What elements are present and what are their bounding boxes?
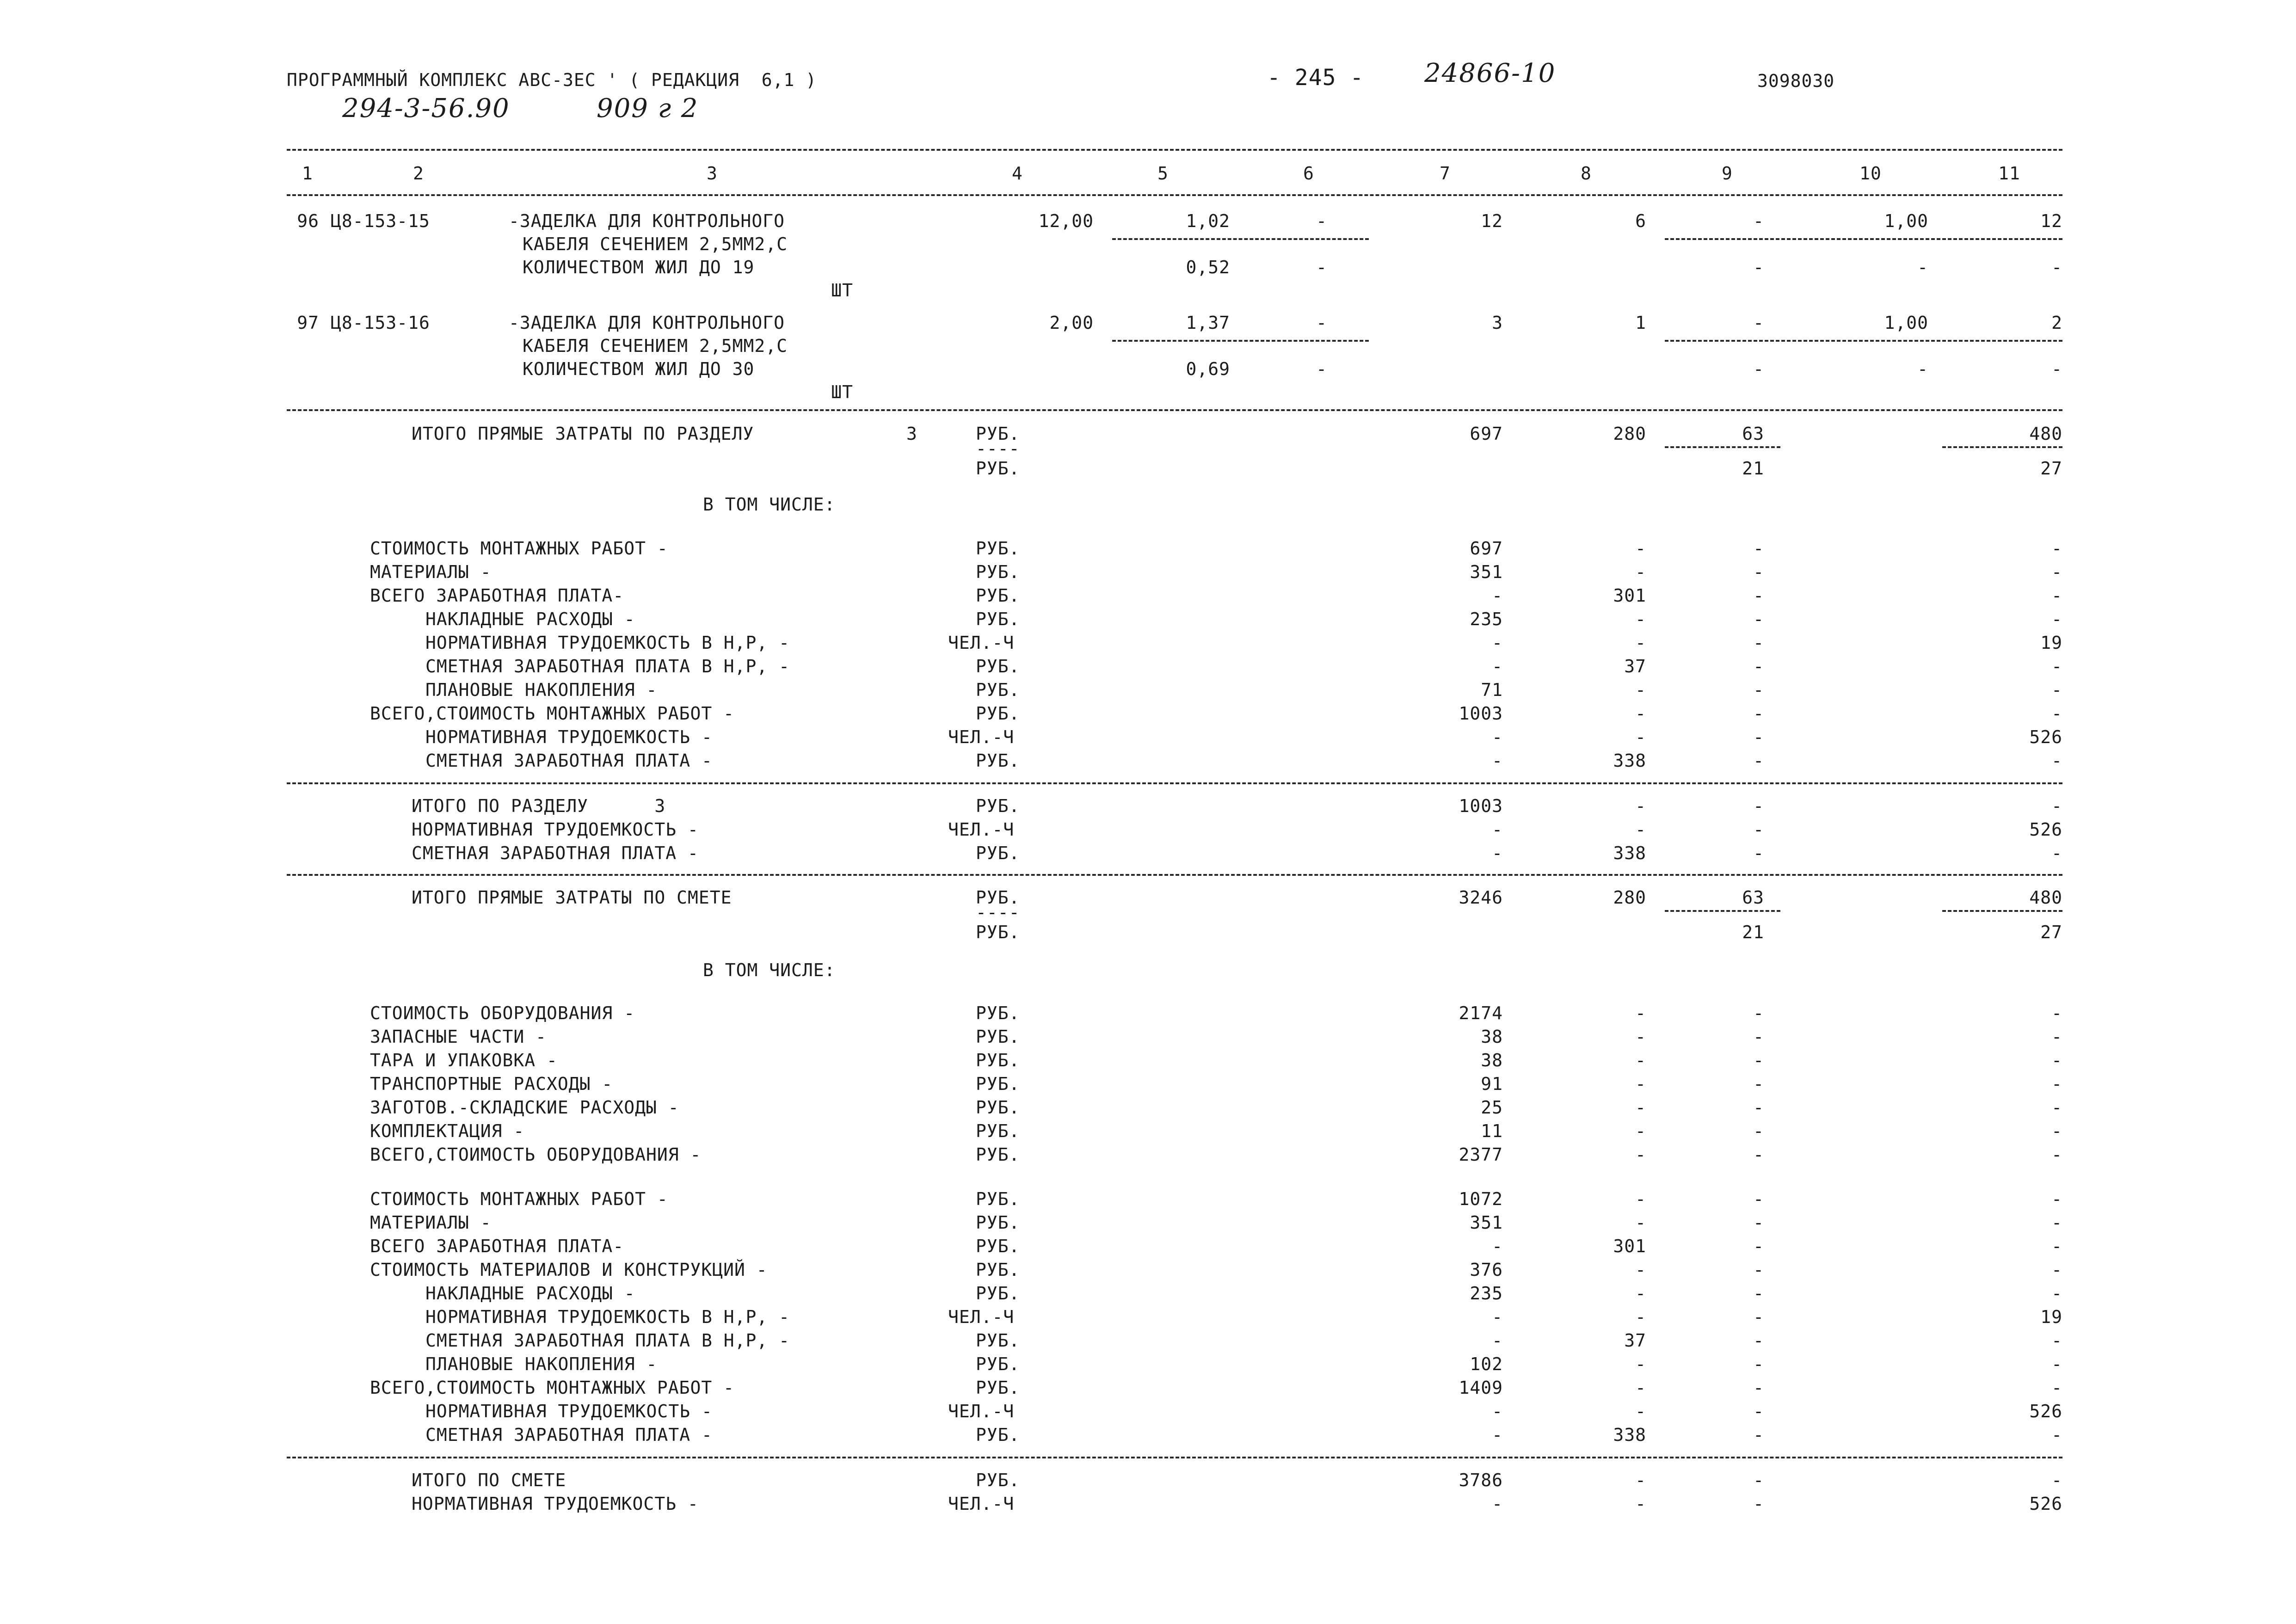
section-summary-wage: - [1635,796,1646,816]
section-summary-col11: - [2051,843,2062,863]
final-item-label: НОРМАТИВНАЯ ТРУДОЕМКОСТЬ - [412,1494,699,1514]
final-item-label: ИТОГО ПО СМЕТЕ [412,1470,566,1490]
row-col9: - [1753,211,1764,231]
equipment-item-value: 2377 [1459,1144,1503,1165]
divider [287,149,2062,151]
total-wage: 280 [1613,424,1646,444]
total-wage: 280 [1613,887,1646,908]
total-section-number: 3 [906,424,917,444]
total-col11-sub: 27 [2040,922,2062,942]
divider [287,194,2062,196]
section-item-wage: - [1635,538,1646,559]
row-quantity: 12,00 [1038,211,1094,231]
works-item-wage: 301 [1613,1236,1646,1256]
section-summary-label: ИТОГО ПО РАЗДЕЛУ 3 [412,796,666,816]
section-item-label: НАКЛАДНЫЕ РАСХОДЫ - [425,609,635,629]
total-col9: 63 [1742,424,1764,444]
row-unit: ШТ [831,280,853,301]
works-item-col9: - [1753,1401,1764,1421]
row-quantity: 2,00 [1049,313,1094,333]
section-item-col11: - [2051,585,2062,606]
section-item-col9: - [1753,750,1764,771]
equipment-item-label: ВСЕГО,СТОИМОСТЬ ОБОРУДОВАНИЯ - [370,1144,702,1165]
section-item-unit: ЧЕЛ.-Ч [948,633,1015,653]
works-item-unit: РУБ. [976,1354,1020,1374]
final-item-wage: - [1635,1494,1646,1514]
works-item-value: - [1492,1236,1503,1256]
works-item-col9: - [1753,1425,1764,1445]
works-item-unit: РУБ. [976,1378,1020,1398]
final-item-col9: - [1753,1494,1764,1514]
total-unit: РУБ. [976,922,1020,942]
works-item-label: СТОИМОСТЬ МОНТАЖНЫХ РАБОТ - [370,1189,668,1209]
section-summary-value: 1003 [1459,796,1503,816]
equipment-item-wage: - [1635,1121,1646,1141]
works-item-value: 102 [1470,1354,1503,1374]
works-item-col11: - [2051,1236,2062,1256]
section-summary-label: СМЕТНАЯ ЗАРАБОТНАЯ ПЛАТА - [412,843,699,863]
equipment-item-label: ЗАГОТОВ.-СКЛАДСКИЕ РАСХОДЫ - [370,1097,679,1118]
row-labor-total-b: - [2051,359,2062,379]
section-summary-label: НОРМАТИВНАЯ ТРУДОЕМКОСТЬ - [412,819,699,840]
works-item-wage: - [1635,1401,1646,1421]
equipment-item-wage: - [1635,1144,1646,1165]
row-labor-total: 12 [2040,211,2062,231]
section-summary-unit: ЧЕЛ.-Ч [948,819,1015,840]
section-summary-col9: - [1753,843,1764,863]
row-number: 96 [297,211,319,231]
total-unit: РУБ. [976,424,1020,444]
equipment-item-wage: - [1635,1074,1646,1094]
section-item-label: ПЛАНОВЫЕ НАКОПЛЕНИЯ - [425,680,658,700]
section-item-value: - [1492,750,1503,771]
works-item-col11: - [2051,1330,2062,1351]
section-summary-col9: - [1753,819,1764,840]
divider [287,409,2062,411]
row-labor: 1,00 [1884,211,1928,231]
works-item-col11: - [2051,1260,2062,1280]
column-header-10: 10 [1859,163,1882,184]
column-header-7: 7 [1440,163,1451,184]
total-value: 697 [1470,424,1503,444]
total-col9: 63 [1742,887,1764,908]
section-item-col11: - [2051,656,2062,677]
works-item-col9: - [1753,1307,1764,1327]
row-col9: - [1753,313,1764,333]
works-item-col11: - [2051,1378,2062,1398]
page-number: - 245 - [1267,65,1364,91]
works-item-label: СМЕТНАЯ ЗАРАБОТНАЯ ПЛАТА - [425,1425,713,1445]
section-item-col9: - [1753,680,1764,700]
equipment-item-col11: - [2051,1097,2062,1118]
row-description: КОЛИЧЕСТВОМ ЖИЛ ДО 30 [523,359,755,379]
section-item-wage: 301 [1613,585,1646,606]
column-header-6: 6 [1303,163,1314,184]
handwritten-ref: 294-3-56.90 [342,93,510,123]
row-labor-b: - [1917,257,1928,277]
column-header-5: 5 [1157,163,1169,184]
section-item-col11: - [2051,562,2062,582]
section-item-unit: РУБ. [976,703,1020,724]
works-item-label: ВСЕГО ЗАРАБОТНАЯ ПЛАТА- [370,1236,624,1256]
total-col9-sub: 21 [1742,922,1764,942]
final-item-col11: - [2051,1470,2062,1490]
final-item-value: 3786 [1459,1470,1503,1490]
total-unit-separator: ---- [976,438,1020,459]
equipment-item-unit: РУБ. [976,1003,1020,1023]
row-total: 3 [1492,313,1503,333]
equipment-item-col9: - [1753,1121,1764,1141]
equipment-item-label: ТРАНСПОРТНЫЕ РАСХОДЫ - [370,1074,613,1094]
section-item-col11: 19 [2040,633,2062,653]
column-header-11: 11 [1998,163,2020,184]
equipment-item-col9: - [1753,1074,1764,1094]
section-item-wage: - [1635,633,1646,653]
total-unit: РУБ. [976,458,1020,479]
works-item-wage: 37 [1624,1330,1646,1351]
equipment-item-unit: РУБ. [976,1097,1020,1118]
section-item-col9: - [1753,727,1764,747]
equipment-item-value: 2174 [1459,1003,1503,1023]
equipment-item-col9: - [1753,1097,1764,1118]
works-item-col11: 526 [2029,1401,2062,1421]
section-item-label: ВСЕГО,СТОИМОСТЬ МОНТАЖНЫХ РАБОТ - [370,703,734,724]
row-code: Ц8-153-15 [331,211,430,231]
row-description: -ЗАДЕЛКА ДЛЯ КОНТРОЛЬНОГО [509,211,785,231]
section-item-col11: - [2051,703,2062,724]
equipment-item-col9: - [1753,1003,1764,1023]
column-header-9: 9 [1722,163,1733,184]
row-description: КАБЕЛЯ СЕЧЕНИЕМ 2,5ММ2,С [523,234,788,254]
row-labor-total-b: - [2051,257,2062,277]
section-item-wage: - [1635,609,1646,629]
equipment-item-label: КОМПЛЕКТАЦИЯ - [370,1121,525,1141]
section-item-wage: - [1635,727,1646,747]
section-summary-unit: РУБ. [976,796,1020,816]
section-item-col9: - [1753,633,1764,653]
row-col6: - [1316,313,1327,333]
handwritten-code: 24866-10 [1424,58,1556,88]
section-summary-value: - [1492,843,1503,863]
works-item-unit: РУБ. [976,1236,1020,1256]
works-item-unit: РУБ. [976,1189,1020,1209]
equipment-item-wage: - [1635,1050,1646,1070]
divider [287,782,2062,784]
section-summary-wage: - [1635,819,1646,840]
section-item-wage: - [1635,680,1646,700]
works-item-wage: - [1635,1260,1646,1280]
doc-code: 3098030 [1757,71,1835,91]
divider [1665,340,2062,342]
equipment-item-wage: - [1635,1097,1646,1118]
row-labor-b: - [1917,359,1928,379]
works-item-wage: - [1635,1354,1646,1374]
section-item-value: 351 [1470,562,1503,582]
section-item-wage: - [1635,703,1646,724]
works-item-wage: - [1635,1189,1646,1209]
works-item-col11: 19 [2040,1307,2062,1327]
row-unit-price: 1,37 [1186,313,1230,333]
section-item-label: СТОИМОСТЬ МОНТАЖНЫХ РАБОТ - [370,538,668,559]
row-code: Ц8-153-16 [331,313,430,333]
divider [1665,446,1780,448]
section-item-unit: РУБ. [976,585,1020,606]
section-item-label: ВСЕГО ЗАРАБОТНАЯ ПЛАТА- [370,585,624,606]
equipment-item-col11: - [2051,1050,2062,1070]
section-item-unit: РУБ. [976,609,1020,629]
section-item-wage: 37 [1624,656,1646,677]
works-item-value: 1072 [1459,1189,1503,1209]
works-item-value: 351 [1470,1212,1503,1233]
works-item-unit: РУБ. [976,1212,1020,1233]
section-item-unit: РУБ. [976,562,1020,582]
divider [1942,910,2062,912]
section-item-label: НОРМАТИВНАЯ ТРУДОЕМКОСТЬ - [425,727,713,747]
section-item-col9: - [1753,538,1764,559]
divider [287,874,2062,876]
equipment-item-unit: РУБ. [976,1121,1020,1141]
works-item-label: НОРМАТИВНАЯ ТРУДОЕМКОСТЬ В Н,Р, - [425,1307,790,1327]
divider [287,1457,2062,1458]
section-item-value: - [1492,585,1503,606]
total-unit: РУБ. [976,887,1020,908]
section-item-col11: 526 [2029,727,2062,747]
section-summary-col9: - [1753,796,1764,816]
section-summary-wage: 338 [1613,843,1646,863]
total-col11-sub: 27 [2040,458,2062,479]
row-unit-price: 1,02 [1186,211,1230,231]
section-item-col9: - [1753,585,1764,606]
works-item-col9: - [1753,1354,1764,1374]
section-item-label: НОРМАТИВНАЯ ТРУДОЕМКОСТЬ В Н,Р, - [425,633,790,653]
works-item-value: - [1492,1307,1503,1327]
works-item-col11: - [2051,1425,2062,1445]
works-item-col9: - [1753,1378,1764,1398]
equipment-item-col11: - [2051,1074,2062,1094]
divider [1942,446,2062,448]
row-description: КАБЕЛЯ СЕЧЕНИЕМ 2,5ММ2,С [523,336,788,356]
works-item-wage: - [1635,1378,1646,1398]
equipment-item-col9: - [1753,1027,1764,1047]
works-item-col9: - [1753,1283,1764,1304]
equipment-item-unit: РУБ. [976,1027,1020,1047]
section-item-unit: РУБ. [976,656,1020,677]
handwritten-ref-2: 909 г 2 [597,93,699,123]
equipment-item-unit: РУБ. [976,1050,1020,1070]
works-item-unit: РУБ. [976,1260,1020,1280]
row-description: КОЛИЧЕСТВОМ ЖИЛ ДО 19 [523,257,755,277]
section-item-label: СМЕТНАЯ ЗАРАБОТНАЯ ПЛАТА В Н,Р, - [425,656,790,677]
works-item-unit: ЧЕЛ.-Ч [948,1401,1015,1421]
row-col6b: - [1316,257,1327,277]
equipment-item-value: 91 [1481,1074,1503,1094]
section-summary-unit: РУБ. [976,843,1020,863]
row-col6: - [1316,211,1327,231]
section-item-value: - [1492,656,1503,677]
column-header-3: 3 [707,163,718,184]
section-item-col11: - [2051,538,2062,559]
works-item-wage: - [1635,1307,1646,1327]
total-label: ИТОГО ПРЯМЫЕ ЗАТРАТЫ ПО СМЕТЕ [412,887,732,908]
final-item-unit: РУБ. [976,1470,1020,1490]
row-col6b: - [1316,359,1327,379]
section-summary-col11: 526 [2029,819,2062,840]
divider [1112,238,1369,240]
final-item-col11: 526 [2029,1494,2062,1514]
column-header-4: 4 [1012,163,1023,184]
works-item-label: НОРМАТИВНАЯ ТРУДОЕМКОСТЬ - [425,1401,713,1421]
works-item-value: 376 [1470,1260,1503,1280]
equipment-item-col9: - [1753,1050,1764,1070]
section-item-value: - [1492,633,1503,653]
total-unit-separator: ---- [976,902,1020,923]
column-header-2: 2 [413,163,424,184]
equipment-item-col11: - [2051,1027,2062,1047]
section-item-label: СМЕТНАЯ ЗАРАБОТНАЯ ПЛАТА - [425,750,713,771]
works-item-label: МАТЕРИАЛЫ - [370,1212,492,1233]
section-item-col11: - [2051,609,2062,629]
section-item-col9: - [1753,562,1764,582]
row-wage: 6 [1635,211,1646,231]
works-item-label: СМЕТНАЯ ЗАРАБОТНАЯ ПЛАТА В Н,Р, - [425,1330,790,1351]
section-item-col9: - [1753,703,1764,724]
section-item-col9: - [1753,609,1764,629]
section-summary-value: - [1492,819,1503,840]
works-item-wage: - [1635,1283,1646,1304]
final-item-col9: - [1753,1470,1764,1490]
column-header-1: 1 [302,163,313,184]
works-item-unit: РУБ. [976,1330,1020,1351]
works-item-wage: 338 [1613,1425,1646,1445]
works-item-col11: - [2051,1354,2062,1374]
including-label: В ТОМ ЧИСЛЕ: [703,494,836,515]
final-item-wage: - [1635,1470,1646,1490]
works-item-col11: - [2051,1189,2062,1209]
final-item-value: - [1492,1494,1503,1514]
row-unit: ШТ [831,382,853,402]
works-item-label: ВСЕГО,СТОИМОСТЬ МОНТАЖНЫХ РАБОТ - [370,1378,734,1398]
equipment-item-value: 25 [1481,1097,1503,1118]
equipment-item-label: ЗАПАСНЫЕ ЧАСТИ - [370,1027,547,1047]
equipment-item-wage: - [1635,1003,1646,1023]
equipment-item-value: 38 [1481,1050,1503,1070]
works-item-unit: ЧЕЛ.-Ч [948,1307,1015,1327]
row-labor: 1,00 [1884,313,1928,333]
works-item-label: СТОИМОСТЬ МАТЕРИАЛОВ И КОНСТРУКЦИЙ - [370,1260,768,1280]
total-col11: 480 [2029,887,2062,908]
total-value: 3246 [1459,887,1503,908]
divider [1112,340,1369,342]
equipment-item-label: СТОИМОСТЬ ОБОРУДОВАНИЯ - [370,1003,635,1023]
equipment-item-col11: - [2051,1121,2062,1141]
works-item-col9: - [1753,1236,1764,1256]
program-title: ПРОГРАММНЫЙ КОМПЛЕКС АВС-3ЕС ' ( РЕДАКЦИЯ 6,1 ) [287,70,817,90]
section-item-col9: - [1753,656,1764,677]
works-item-col9: - [1753,1212,1764,1233]
works-item-value: - [1492,1401,1503,1421]
equipment-item-value: 11 [1481,1121,1503,1141]
works-item-label: НАКЛАДНЫЕ РАСХОДЫ - [425,1283,635,1304]
equipment-item-label: ТАРА И УПАКОВКА - [370,1050,558,1070]
final-item-unit: ЧЕЛ.-Ч [948,1494,1015,1514]
section-item-value: 71 [1481,680,1503,700]
column-header-8: 8 [1581,163,1592,184]
section-summary-col11: - [2051,796,2062,816]
equipment-item-wage: - [1635,1027,1646,1047]
works-item-label: ПЛАНОВЫЕ НАКОПЛЕНИЯ - [425,1354,658,1374]
works-item-col9: - [1753,1330,1764,1351]
row-col9b: - [1753,359,1764,379]
row-unit-price-wage: 0,69 [1186,359,1230,379]
section-item-value: 235 [1470,609,1503,629]
section-item-wage: - [1635,562,1646,582]
including-label: В ТОМ ЧИСЛЕ: [703,960,836,980]
works-item-wage: - [1635,1212,1646,1233]
equipment-item-unit: РУБ. [976,1144,1020,1165]
total-label: ИТОГО ПРЯМЫЕ ЗАТРАТЫ ПО РАЗДЕЛУ [412,424,754,444]
works-item-col9: - [1753,1260,1764,1280]
works-item-value: 235 [1470,1283,1503,1304]
works-item-unit: РУБ. [976,1283,1020,1304]
row-number: 97 [297,313,319,333]
section-item-unit: РУБ. [976,538,1020,559]
section-item-col11: - [2051,750,2062,771]
works-item-value: 1409 [1459,1378,1503,1398]
equipment-item-col9: - [1753,1144,1764,1165]
equipment-item-unit: РУБ. [976,1074,1020,1094]
row-total: 12 [1481,211,1503,231]
section-item-unit: РУБ. [976,750,1020,771]
works-item-col9: - [1753,1189,1764,1209]
row-description: -ЗАДЕЛКА ДЛЯ КОНТРОЛЬНОГО [509,313,785,333]
total-col9-sub: 21 [1742,458,1764,479]
row-col9b: - [1753,257,1764,277]
section-item-wage: 338 [1613,750,1646,771]
equipment-item-value: 38 [1481,1027,1503,1047]
section-item-col11: - [2051,680,2062,700]
works-item-col11: - [2051,1212,2062,1233]
row-unit-price-wage: 0,52 [1186,257,1230,277]
equipment-item-col11: - [2051,1144,2062,1165]
divider [1665,238,2062,240]
works-item-value: - [1492,1425,1503,1445]
section-item-unit: ЧЕЛ.-Ч [948,727,1015,747]
works-item-value: - [1492,1330,1503,1351]
row-wage: 1 [1635,313,1646,333]
section-item-label: МАТЕРИАЛЫ - [370,562,492,582]
total-col11: 480 [2029,424,2062,444]
equipment-item-col11: - [2051,1003,2062,1023]
works-item-col11: - [2051,1283,2062,1304]
divider [1665,910,1780,912]
section-item-value: - [1492,727,1503,747]
section-item-value: 1003 [1459,703,1503,724]
section-item-value: 697 [1470,538,1503,559]
works-item-unit: РУБ. [976,1425,1020,1445]
section-item-unit: РУБ. [976,680,1020,700]
row-labor-total: 2 [2051,313,2062,333]
